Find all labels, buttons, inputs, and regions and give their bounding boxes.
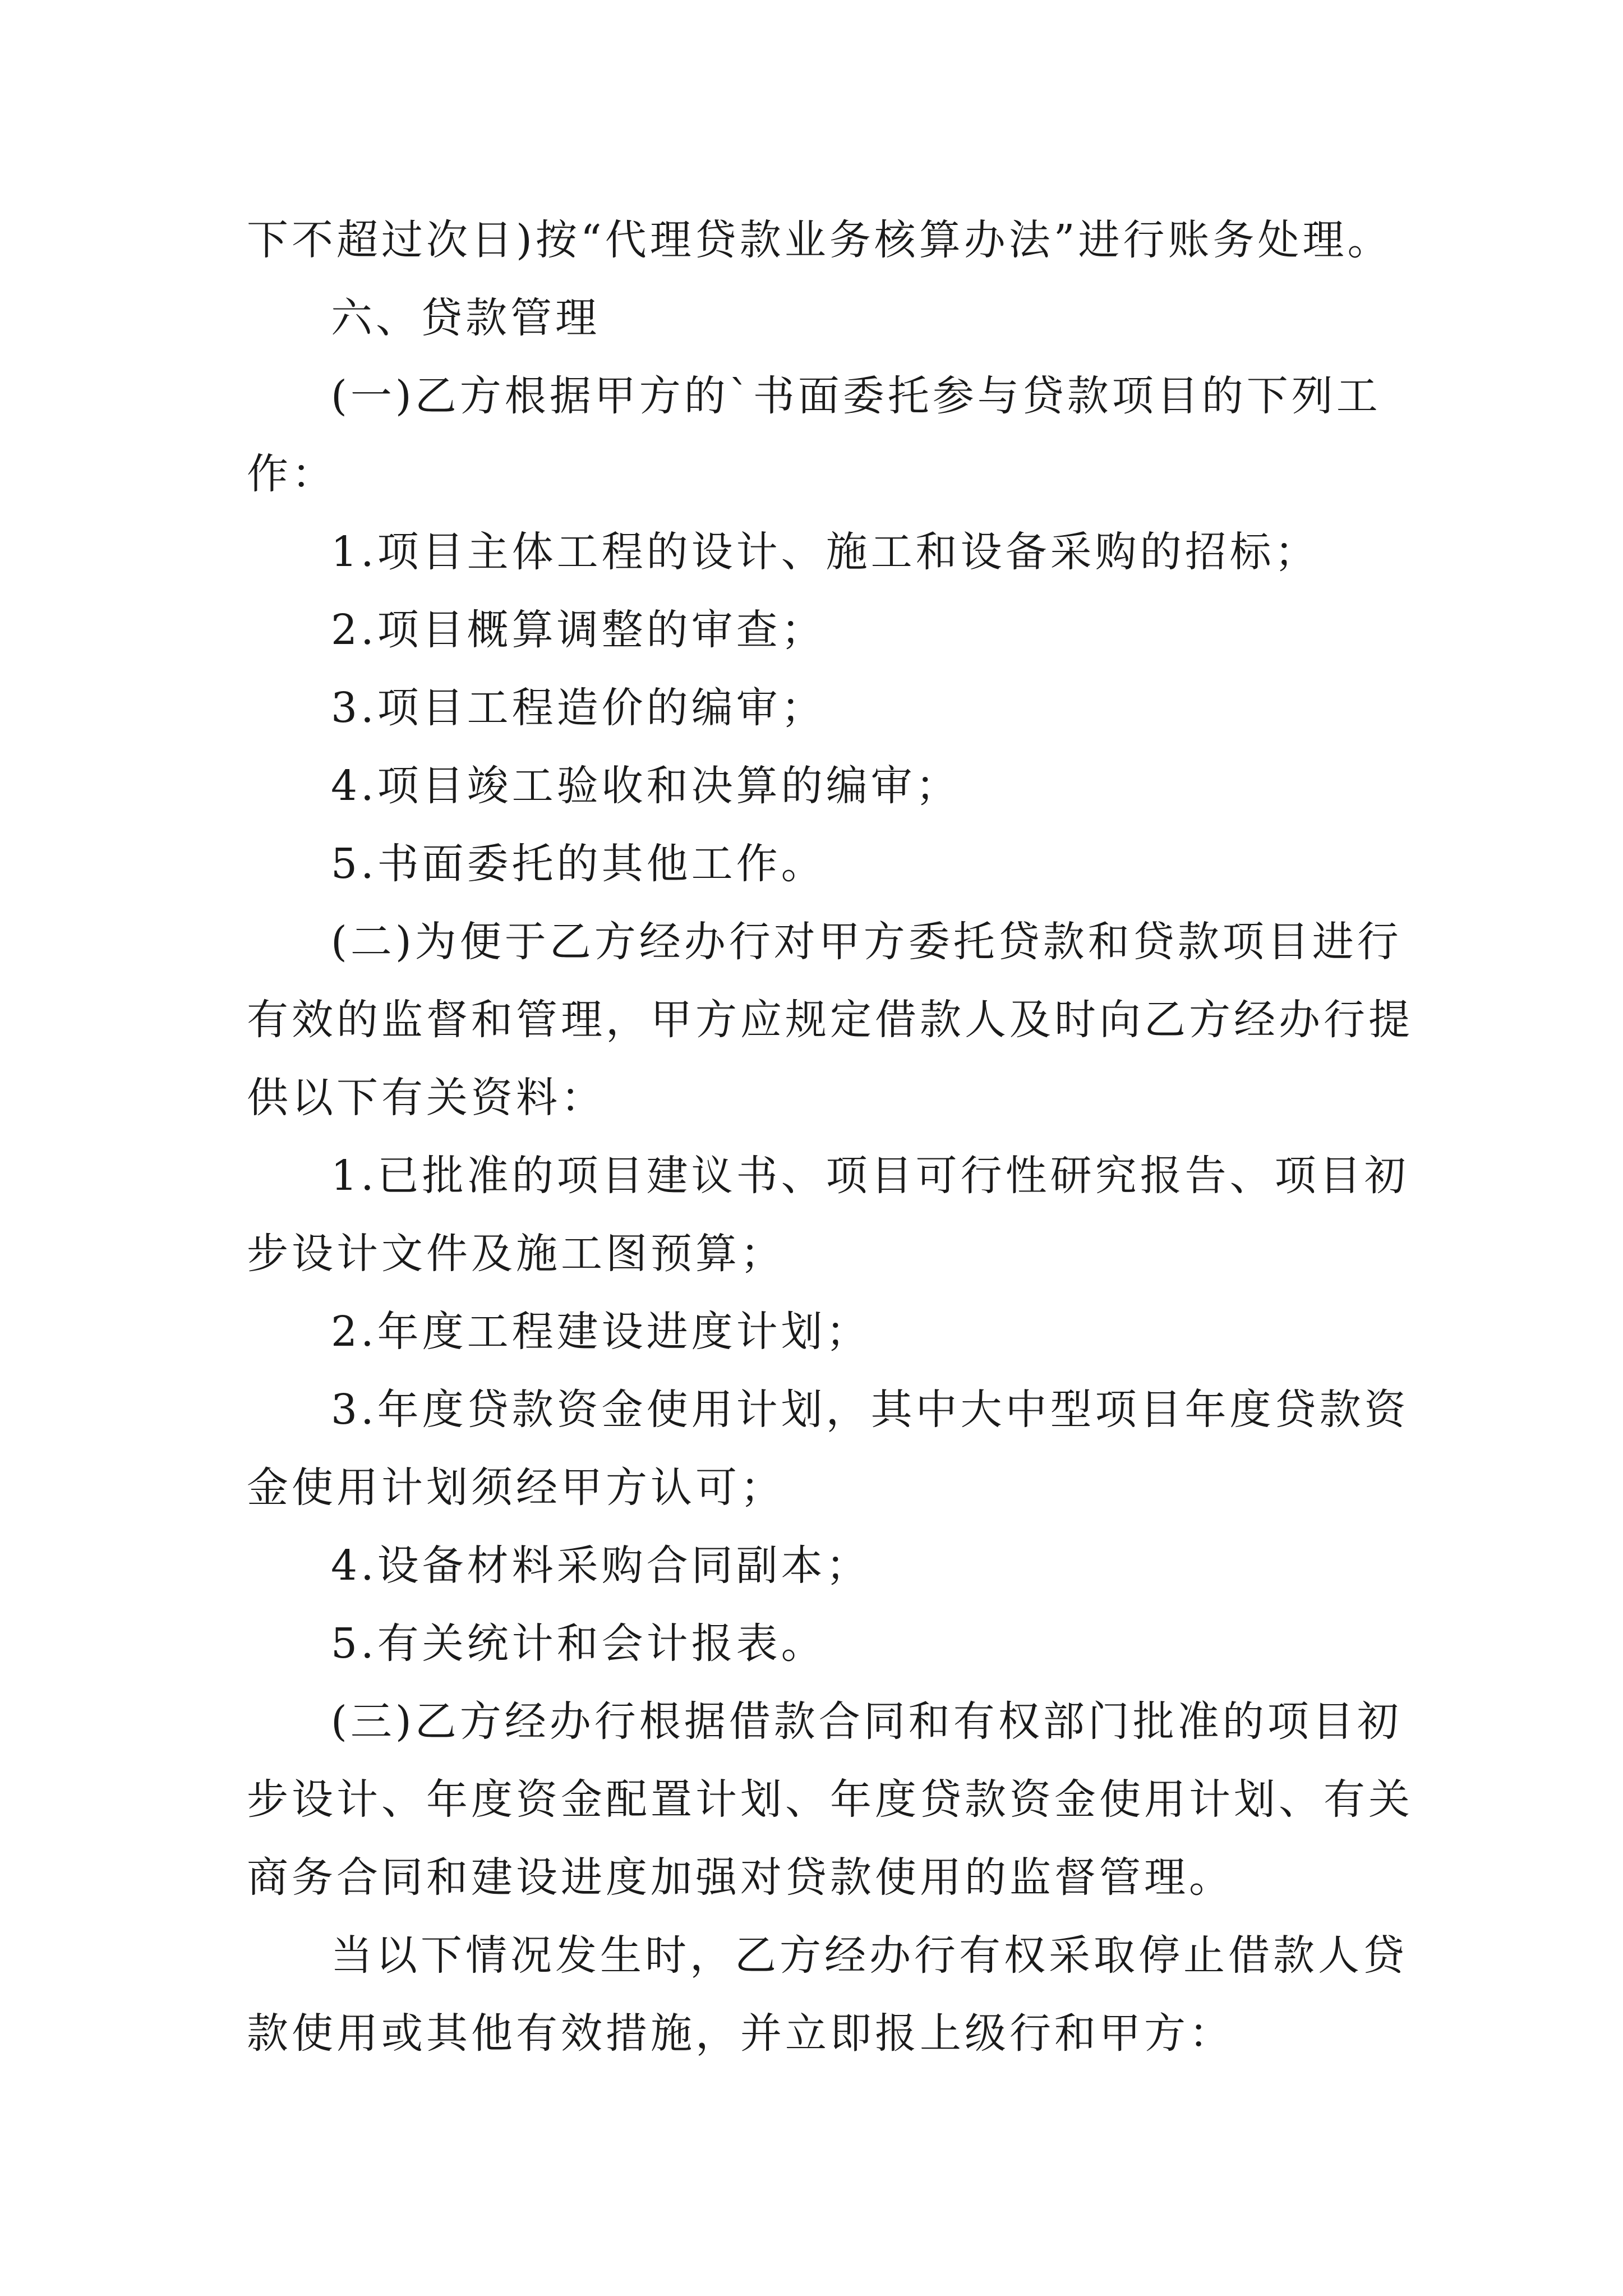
text-line: 款使用或其他有效措施，并立即报上级行和甲方： [247,2009,1234,2058]
list-item: 1.项目主体工程的设计、施工和设备采购的招标； [331,528,1320,576]
list-item: 3.项目工程造价的编审； [331,684,826,732]
text-line: (二)为便于乙方经办行对甲方委托贷款和贷款项目进行 [331,918,1402,966]
text-line: 步设计、年度资金配置计划、年度贷款资金使用计划、有关 [247,1775,1413,1824]
text-line: 当以下情况发生时，乙方经办行有权采取停止借款人贷 [331,1931,1408,1980]
text-line: (三)乙方经办行根据借款合同和有权部门批准的项目初 [331,1697,1402,1746]
list-item: 2.项目概算调整的审查； [331,606,826,654]
list-item: 1.已批准的项目建议书、项目可行性研究报告、项目初 [331,1152,1409,1200]
text-line: 商务合同和建设进度加强对贷款使用的监督管理。 [247,1853,1234,1902]
list-item: 5.书面委托的其他工作。 [331,840,826,888]
text-line: 下不超过次日)按“代理贷款业务核算办法”进行账务处理。 [247,216,1393,264]
text-line: 金使用计划须经甲方认可； [247,1464,785,1512]
list-item: 4.项目竣工验收和决算的编审； [331,762,961,810]
list-item: 4.设备材料采购合同副本； [331,1542,871,1590]
text-line: 供以下有关资料： [247,1074,606,1122]
list-item: 5.有关统计和会计报表。 [331,1619,826,1668]
text-line: 步设计文件及施工图预算； [247,1230,785,1278]
text-line: 作： [247,450,336,498]
section-heading: 六、贷款管理 [331,294,600,342]
list-item: 2.年度工程建设进度计划； [331,1308,871,1356]
text-line: 有效的监督和管理，甲方应规定借款人及时向乙方经办行提 [247,996,1413,1044]
text-line: (一)乙方根据甲方的`书面委托参与贷款项目的下列工 [331,372,1381,420]
list-item: 3.年度贷款资金使用计划，其中大中型项目年度贷款资 [331,1386,1409,1434]
